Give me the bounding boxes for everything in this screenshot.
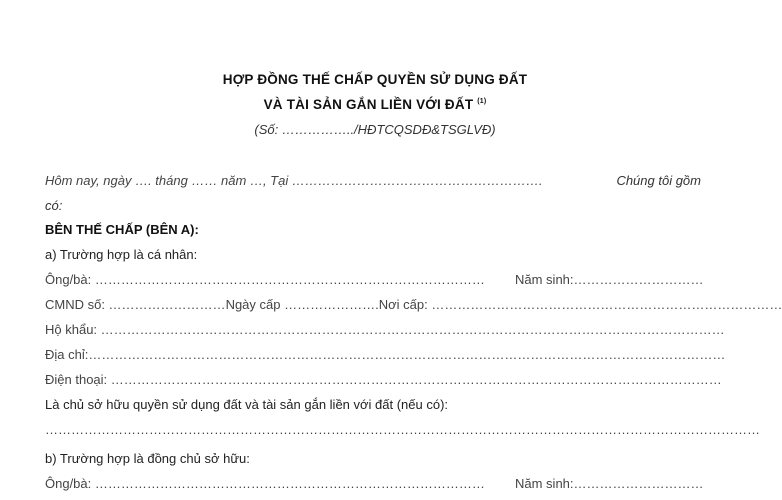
contract-title-line2: [0, 97, 750, 112]
phone-row: [45, 372, 722, 387]
intro-line: [45, 173, 701, 188]
owner-dots-row: [45, 422, 760, 437]
owner-statement: Là chủ sở hữu quyền sử dụng đất và tài sản gắn liền với đất (nếu có):: [45, 397, 449, 412]
issue-place-field: Nơi cấp: ………………………………………………………………………: [378, 297, 782, 312]
id-row: [45, 297, 782, 312]
name-field-2: Ông/bà: ………………………………………………………………………………: [45, 476, 485, 491]
name-birth-row-2: [45, 476, 704, 491]
intro-right-text: Chúng tôi gồm: [616, 173, 701, 188]
address-row: [45, 347, 726, 362]
intro-continuation: có:: [45, 198, 63, 213]
name-birth-row: [45, 272, 704, 287]
contract-title-line2-text: VÀ TÀI SẢN GẮN LIỀN VỚI ĐẤT: [263, 97, 474, 112]
id-number-field: CMND số: ………………………: [45, 297, 226, 312]
party-a-heading: BÊN THẾ CHẤP (BÊN A):: [45, 222, 199, 237]
phone-field: Điện thoại: ……………………………………………………………………………………………………………………………: [45, 372, 722, 387]
owner-dots: …………………………………………………………………………………………………………………………………………………: [45, 422, 760, 437]
birth-year-field-2: Năm sinh:…………………………: [515, 476, 704, 491]
issue-date-field: Ngày cấp ………………….: [225, 297, 379, 312]
intro-text: Hôm nay, ngày …. tháng …… năm …, Tại ………………………………………………….: [45, 173, 543, 188]
contract-number: (Số: ……………../HĐTCQSDĐ&TSGLVĐ): [254, 122, 496, 137]
household-field: Hộ khẩu: ………………………………………………………………………………………………………………………………: [45, 322, 725, 337]
footnote-marker: (1): [477, 98, 487, 105]
contract-title-line1: HỢP ĐỒNG THẾ CHẤP QUYỀN SỬ DỤNG ĐẤT: [222, 72, 528, 87]
case-co-owner-label: b) Trường hợp là đồng chủ sở hữu:: [45, 451, 250, 466]
case-individual-label: a) Trường hợp là cá nhân:: [45, 247, 198, 262]
name-field: Ông/bà: ………………………………………………………………………………: [45, 272, 485, 287]
birth-year-field: Năm sinh:…………………………: [515, 272, 704, 287]
address-field: Địa chỉ:…………………………………………………………………………………………………………………………………: [45, 347, 726, 362]
household-row: [45, 322, 725, 337]
